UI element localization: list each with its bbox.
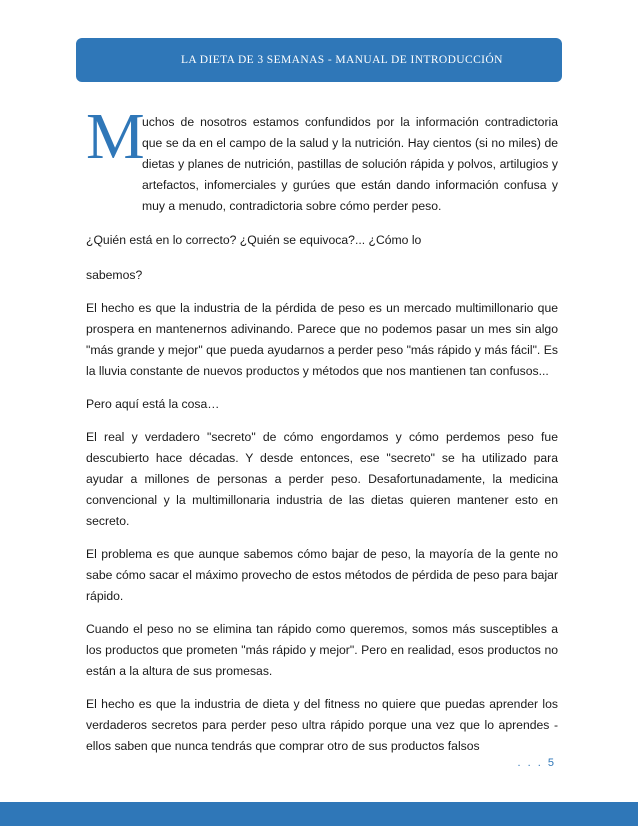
body-paragraph-4: El problema es que aunque sabemos cómo bajar de peso, la mayoría de la gente no sabe cómo sacar el máximo provecho de estos métodos de pérdida de peso para bajar rápido.	[86, 547, 558, 603]
intro-paragraph: uchos de nosotros estamos confundidos por la información contradictoria que se da en el campo de la salud y la nutrición. Hay cientos (si no miles) de dietas y planes de nutrición, pastillas de solución rápida y polvos, artilugios y artefactos, infomerciales y gurúes que están dando información confusa y muy a menudo, contradictoria sobre cómo perder peso.	[142, 115, 558, 213]
intro-block	[86, 100, 558, 230]
header-title: LA DIETA DE 3 SEMANAS - MANUAL DE INTRODUCCIÓN	[181, 54, 503, 66]
footer-bar	[0, 802, 638, 826]
page-content	[86, 100, 558, 757]
body-paragraph-3: El real y verdadero "secreto" de cómo engordamos y cómo perdemos peso fue descubierto hace décadas. Y desde entonces, ese "secreto" se ha utilizado para ayudar a millones de personas a perder peso. Desafortunadamente, la medicina convencional y la multimillonaria industria de las dietas quieren mantener esto en secreto.	[86, 430, 558, 528]
question-line-1: ¿Quién está en lo correcto? ¿Quién se equivoca?... ¿Cómo lo	[86, 233, 422, 247]
header-banner	[76, 38, 562, 82]
body-paragraph-5: Cuando el peso no se elimina tan rápido como queremos, somos más susceptibles a los productos que prometen "más rápido y mejor". Pero en realidad, esos productos no están a la altura de sus promesas.	[86, 622, 558, 678]
question-line-2: sabemos?	[86, 268, 143, 282]
page-number: . . . 5	[517, 757, 556, 769]
body-paragraph-6: El hecho es que la industria de dieta y del fitness no quiere que puedas aprender los verdaderos secretos para perder peso ultra rápido porque una vez que lo aprendes -ellos saben que nunca tendrás que comprar otro de sus productos falsos	[86, 697, 558, 753]
body-paragraph-2: Pero aquí está la cosa…	[86, 397, 220, 411]
drop-cap: M	[86, 100, 145, 173]
body-paragraph-1: El hecho es que la industria de la pérdida de peso es un mercado multimillonario que prospera en mantenernos adivinando. Parece que no podemos pasar un mes sin algo "más grande y mejor" que pueda ayudarnos a perder peso "más rápido y más fácil". Es la lluvia constante de nuevos productos y métodos que nos mantienen tan confusos...	[86, 301, 558, 378]
